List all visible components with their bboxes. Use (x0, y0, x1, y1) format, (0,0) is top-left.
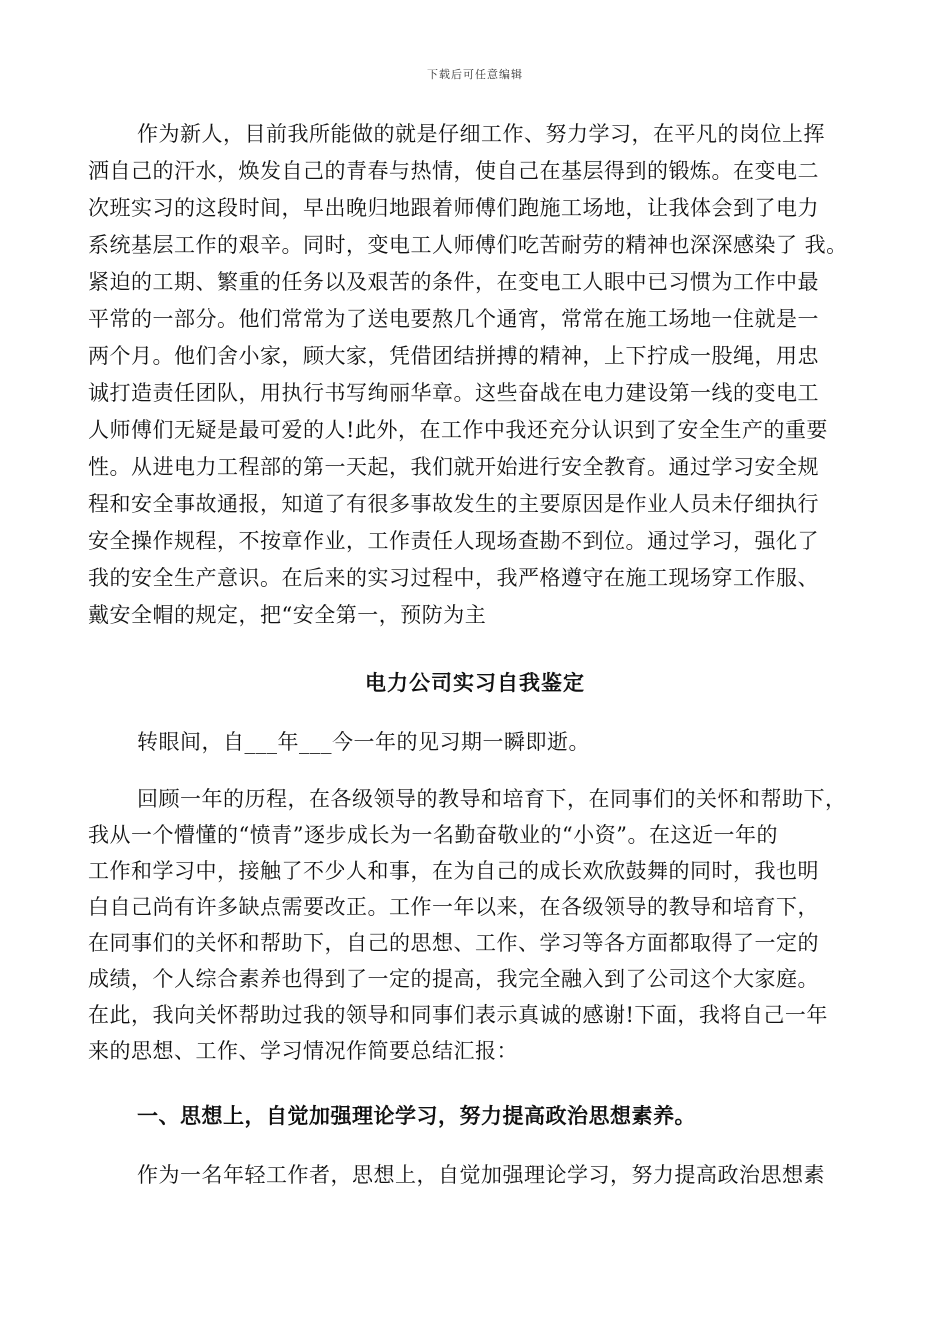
review-line: 回顾一年的历程，在各级领导的教导和培育下，在同事们的关怀和帮助下， (137, 787, 847, 811)
intro-line: 作为新人，目前我所能做的就是仔细工作、努力学习，在平凡的岗位上挥 (137, 122, 825, 146)
intro-line: 次班实习的这段时间，早出晚归地跟着师傅们跑施工场地，让我体会到了电力 (88, 196, 819, 220)
opening-line: 转眼间，自___年___今一年的见习期一瞬即逝。 (137, 730, 590, 754)
intro-line: 程和安全事故通报，知道了有很多事故发生的主要原因是作业人员未仔细执行 (88, 492, 819, 516)
intro-line: 紧迫的工期、繁重的任务以及艰苦的条件，在变电工人眼中已习惯为工作中最 (88, 270, 819, 294)
intro-line: 性。从进电力工程部的第一天起，我们就开始进行安全教育。通过学习安全规 (88, 455, 819, 479)
intro-line: 人师傅们无疑是最可爱的人!此外，在工作中我还充分认识到了安全生产的重要 (88, 418, 828, 442)
review-line: 在同事们的关怀和帮助下，自己的思想、工作、学习等各方面都取得了一定的 (88, 931, 819, 955)
body-line: 作为一名年轻工作者，思想上，自觉加强理论学习，努力提高政治思想素 (137, 1163, 825, 1187)
review-line: 成绩，个人综合素养也得到了一定的提高，我完全融入到了公司这个大家庭。 (88, 967, 819, 991)
document-title: 电力公司实习自我鉴定 (365, 670, 585, 695)
intro-line: 两个月。他们舍小家，顾大家，凭借团结拼搏的精神，上下拧成一股绳，用忠 (88, 344, 819, 368)
intro-line: 戴安全帽的规定，把“安全第一，预防为主 (88, 603, 487, 627)
review-line: 来的思想、工作、学习情况作简要总结汇报： (88, 1039, 518, 1063)
intro-line: 系统基层工作的艰辛。同时，变电工人师傅们吃苦耐劳的精神也深深感染了 我。 (88, 233, 848, 257)
intro-line: 平常的一部分。他们常常为了送电要熬几个通宵，常常在施工场地一住就是一 (88, 307, 819, 331)
intro-line: 我的安全生产意识。在后来的实习过程中，我严格遵守在施工现场穿工作服、 (88, 566, 819, 590)
review-line: 白自己尚有许多缺点需要改正。工作一年以来，在各级领导的教导和培育下， (88, 895, 819, 919)
section-heading: 一、思想上，自觉加强理论学习，努力提高政治思想素养。 (137, 1103, 696, 1128)
intro-line: 诚打造责任团队，用执行书写绚丽华章。这些奋战在电力建设第一线的变电工 (88, 381, 819, 405)
review-line: 工作和学习中，接触了不少人和事，在为自己的成长欢欣鼓舞的同时，我也明 (88, 859, 819, 883)
page-header: 下载后可任意编辑 (427, 68, 523, 81)
review-line: 我从一个懵懂的“愤青”逐步成长为一名勤奋敬业的“小资”。在这近一年的 (88, 823, 778, 847)
intro-line: 安全操作规程，不按章作业，工作责任人现场查勘不到位。通过学习，强化了 (88, 529, 819, 553)
review-line: 在此，我向关怀帮助过我的领导和同事们表示真诚的感谢!下面，我将自己一年 (88, 1003, 828, 1027)
intro-line: 洒自己的汗水，焕发自己的青春与热情，使自己在基层得到的锻炼。在变电二 (88, 159, 819, 183)
